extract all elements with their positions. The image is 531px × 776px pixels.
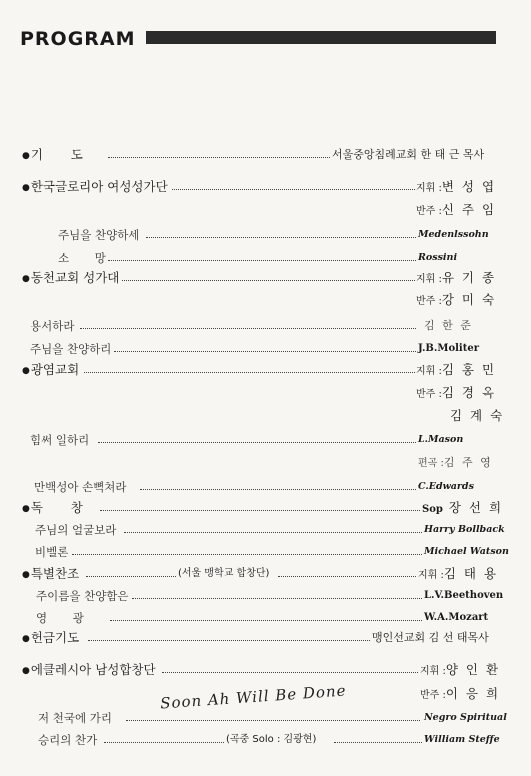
composer: C.Edwards (418, 481, 474, 492)
page-title: PROGRAM (20, 28, 136, 50)
song-title: 만백성아 손뼉쳐라 (34, 480, 127, 494)
performer: 지휘 :김 태 용 (418, 566, 499, 581)
leader-dots (98, 442, 416, 443)
program-row (0, 608, 531, 628)
leader-dots (114, 351, 416, 352)
song-title: 주님을 찬양하리 (30, 342, 112, 356)
song-title: 용서하라 (30, 319, 75, 333)
item-title: ● 헌금기도 (22, 628, 79, 649)
song-title: 승리의 찬가 (38, 733, 98, 747)
song-title: 저 천국에 가리 (38, 711, 112, 725)
performer: 맹인선교회 김 선 태목사 (372, 631, 489, 644)
leader-dots (146, 237, 416, 238)
composer: L.Mason (418, 434, 464, 445)
program-row (0, 564, 531, 584)
performer: 지휘 :김 홍 민 (416, 362, 497, 377)
program-row (0, 406, 531, 426)
composer: 김 한 준 (424, 319, 473, 332)
composer: Harry Bollback (424, 524, 505, 535)
leader-dots (72, 554, 422, 555)
performer: 지휘 :변 성 엽 (416, 179, 497, 194)
program-row (0, 290, 531, 310)
performer: 반주 :강 미 숙 (416, 292, 497, 307)
program-row (0, 628, 531, 648)
composer: William Steffe (424, 734, 500, 745)
song-title: 주님을 찬양하세 (58, 228, 140, 242)
song-title: 영 광 (36, 611, 84, 625)
performer: 지휘 :양 인 환 (420, 662, 501, 677)
item-title: ● 에클레시아 남성합창단 (22, 660, 156, 681)
performer: 서울중앙침례교회 한 태 근 목사 (332, 148, 485, 161)
program-row (0, 477, 531, 497)
composer: Michael Watson (424, 546, 509, 557)
leader-dots (334, 742, 422, 743)
leader-dots (84, 372, 415, 373)
leader-dots (88, 640, 370, 641)
item-title: ● 특별찬조 (22, 564, 79, 585)
leader-dots (122, 280, 415, 281)
composer: L.V.Beethoven (424, 590, 504, 601)
item-title: ● 기 도 (22, 145, 83, 166)
performer: 지휘 :유 기 종 (416, 270, 497, 285)
leader-dots (126, 720, 420, 721)
program-row (0, 708, 531, 728)
performer: 반주 :이 응 희 (420, 686, 501, 701)
song-title: 비벨론 (35, 545, 69, 559)
program-row (0, 586, 531, 606)
item-title: ● 광염교회 (22, 360, 79, 381)
item-title: ● 한국글로리아 여성성가단 (22, 177, 168, 198)
leader-dots (100, 510, 420, 511)
song-title: 힘써 일하리 (30, 433, 90, 447)
song-title: 주이름을 찬양함은 (36, 589, 129, 603)
leader-dots (278, 576, 416, 577)
composer: Rossini (418, 252, 458, 263)
song-title: 주님의 얼굴보라 (35, 523, 117, 537)
program-row (0, 730, 531, 750)
leader-dots (86, 576, 176, 577)
composer: W.A.Mozart (424, 612, 489, 623)
leader-dots (104, 742, 224, 743)
song-title: 소 망 (58, 251, 106, 265)
handwritten-note: Soon Ah Will Be Done (159, 681, 348, 713)
program-row (0, 360, 531, 380)
item-title: ● 동천교회 성가대 (22, 268, 119, 289)
program-row (0, 660, 531, 680)
title-bar (146, 31, 496, 47)
program-row (0, 498, 531, 518)
program-header (20, 28, 496, 50)
arranger: 편곡 :김 주 영 (418, 456, 493, 469)
program-row (0, 542, 531, 562)
leader-dots (108, 157, 330, 158)
leader-dots (124, 532, 422, 533)
leader-dots (132, 598, 422, 599)
program-row (0, 145, 531, 165)
program-row (0, 248, 531, 268)
program-row (0, 200, 531, 220)
note: (서울 맹학교 합창단) (178, 568, 270, 579)
program-row (0, 453, 531, 473)
program-row (0, 383, 531, 403)
composer: J.B.Moliter (418, 343, 479, 354)
program-row (0, 225, 531, 245)
program-row (0, 316, 531, 336)
program-row (0, 339, 531, 359)
program-row (0, 430, 531, 450)
performer: Sop 장 선 희 (422, 500, 504, 515)
note: (곡중 Solo : 김광현) (226, 734, 317, 745)
leader-dots (80, 328, 416, 329)
item-title: ● 독 창 (22, 498, 83, 519)
leader-dots (172, 189, 415, 190)
performer: 반주 :김 경 옥 (416, 385, 497, 400)
leader-dots (140, 489, 416, 490)
composer: Negro Spiritual (424, 712, 507, 723)
performer: 반주 :신 주 임 (416, 202, 497, 217)
leader-dots (110, 620, 422, 621)
program-row (0, 177, 531, 197)
leader-dots (162, 672, 418, 673)
performer: 김 계 숙 (450, 408, 505, 423)
leader-dots (108, 260, 416, 261)
composer: Medenlssohn (418, 229, 489, 240)
program-row (0, 520, 531, 540)
program-row (0, 268, 531, 288)
